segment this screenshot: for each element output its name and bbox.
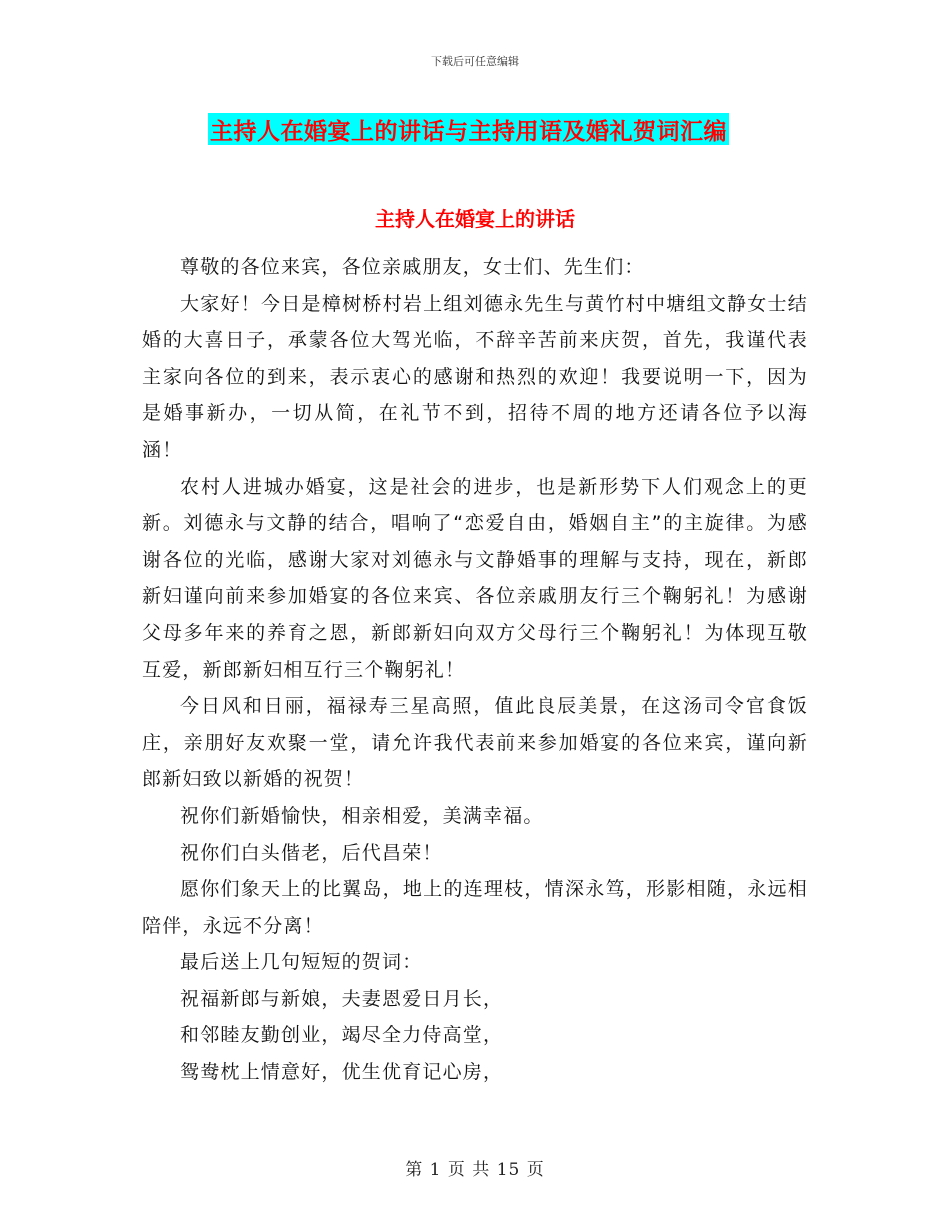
paragraph-closing-intro: 最后送上几句短短的贺词： [180, 951, 423, 974]
paragraph-salutation: 尊敬的各位来宾，各位亲戚朋友，女士们、先生们： [180, 256, 645, 278]
poem-line-1: 祝福新郎与新娘，夫妻恩爱日月长， [180, 987, 504, 1010]
paragraph-blessing-intro: 今日风和日丽，福禄寿三星高照，值此良辰美景，在这汤司令官食饭庄，亲朋好友欢聚一堂，请允许我代表前来参加婚宴的各位来宾，谨向新郎新妇致以新婚的祝贺！ [142, 695, 808, 791]
header-note: 下载后可任意编辑 [431, 55, 519, 68]
poem-line-2: 和邻睦友勤创业，竭尽全力侍高堂， [180, 1024, 504, 1047]
document-title: 主持人在婚宴上的讲话与主持用语及婚礼贺词汇编 [210, 118, 727, 145]
poem-line-3: 鸳鸯枕上情意好，优生优育记心房， [180, 1061, 504, 1084]
document-body [142, 249, 808, 1091]
main-title-highlight [208, 113, 729, 145]
section-title: 主持人在婚宴上的讲话 [375, 207, 575, 231]
paragraph-wish-3: 愿你们象天上的比翼岛，地上的连理枝，情深永笃，形影相随，永远相陪伴，永远不分离！ [142, 878, 808, 937]
paragraph-wish-1: 祝你们新婚愉快，相亲相爱，美满幸福。 [180, 804, 544, 827]
paragraph-ceremony: 农村人进城办婚宴，这是社会的进步，也是新形势下人们观念上的更新。刘德永与文静的结合，唱响了“恋爱自由，婚姻自主”的主旋律。为感谢各位的光临，感谢大家对刘德永与文静婚事的理解与支持，现在，新郎新妇谨向前来参加婚宴的各位来宾、各位亲戚朋友行三个鞠躬礼！为感谢父母多年来的养育之恩，新郎新妇向双方父母行三个鞠躬礼！为体现互敬互爱，新郎新妇相互行三个鞠躬礼！ [142, 475, 808, 681]
page-number: 第 1 页 共 15 页 [405, 1160, 545, 1180]
paragraph-greeting: 大家好！今日是樟树桥村岩上组刘德永先生与黄竹村中塘组文静女士结婚的大喜日子，承蒙各位大驾光临，不辞辛苦前来庆贺，首先，我谨代表主家向各位的到来，表示衷心的感谢和热烈的欢迎！我要说明一下，因为是婚事新办，一切从简，在礼节不到，招待不周的地方还请各位予以海涵！ [142, 292, 808, 461]
paragraph-wish-2: 祝你们白头偕老，后代昌荣！ [180, 841, 443, 864]
